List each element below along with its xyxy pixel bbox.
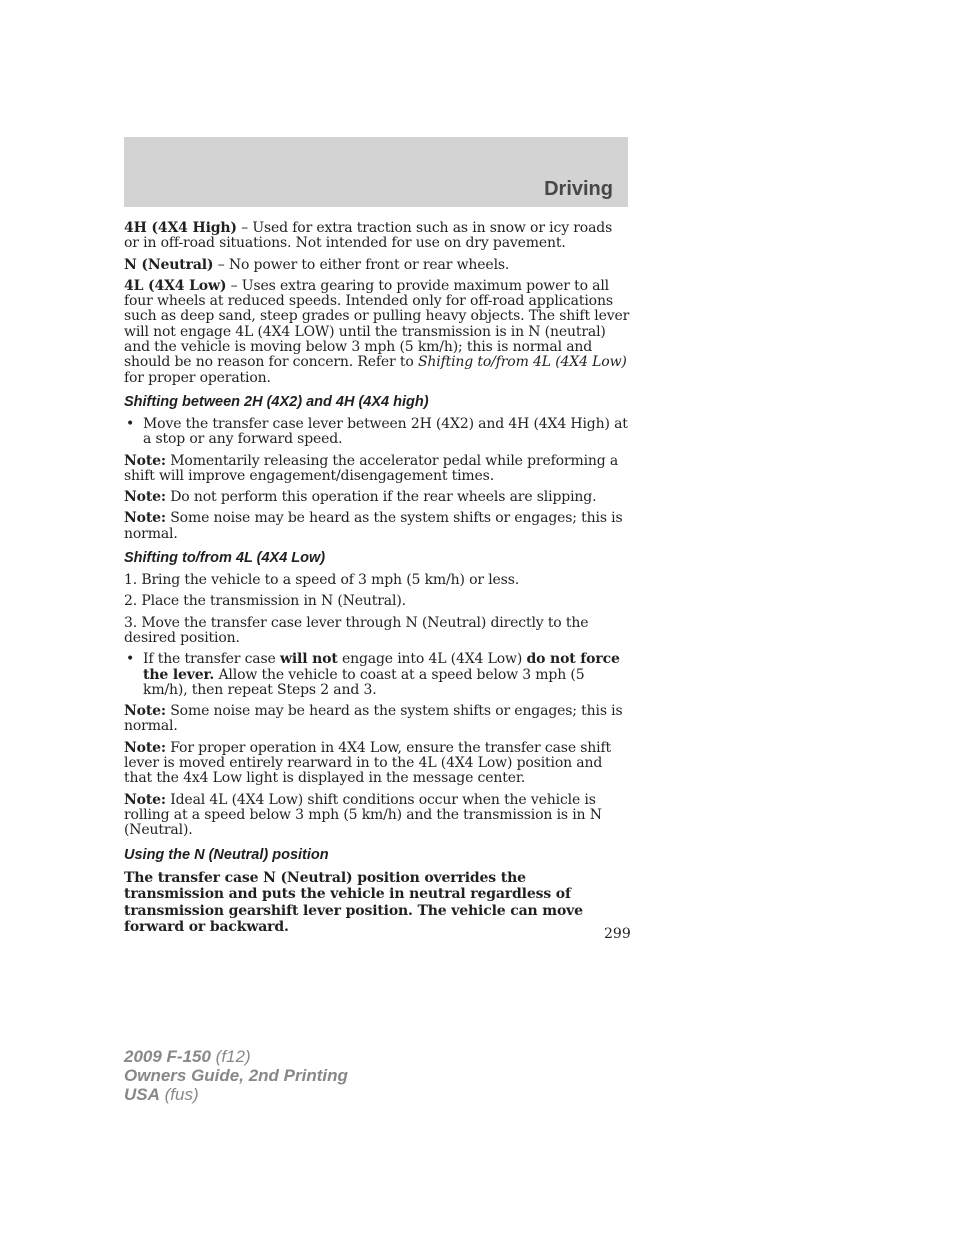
- page-number: 299: [604, 926, 631, 942]
- heading-shift-4l: Shifting to/from 4L (4X4 Low): [124, 550, 326, 567]
- bullet-icon: •: [126, 415, 135, 432]
- note: Note: Momentarily releasing the accelerator pedal while preforming a shift will improve engagement/disengagement times.: [124, 452, 619, 484]
- page-content: [124, 221, 630, 936]
- step-2: 2. Place the transmission in N (Neutral).: [124, 593, 406, 610]
- document-footer: 2009 F-150 (f12) Owners Guide, 2nd Printing USA (fus): [124, 1047, 348, 1104]
- mode-4h-paragraph: 4H (4X4 High) – Used for extra traction such as in snow or icy roads or in off-road situations. Not intended for use on dry pavement.: [124, 220, 613, 252]
- mode-4l-label: 4L (4X4 Low): [124, 277, 227, 294]
- mode-n-label: N (Neutral): [124, 256, 214, 273]
- section-header-band: [124, 137, 628, 207]
- heading-shift-2h-4h: Shifting between 2H (4X2) and 4H (4X4 high): [124, 393, 429, 410]
- note: Note: For proper operation in 4X4 Low, ensure the transfer case shift lever is moved entirely rearward in to the 4L (4X4 Low) position and that the 4x4 Low light is displayed in the message center.: [124, 739, 611, 787]
- mode-n-paragraph: N (Neutral) – No power to either front or rear wheels.: [124, 256, 510, 273]
- section-title: Driving: [544, 178, 613, 200]
- cross-reference: Shifting to/from 4L (4X4 Low): [417, 354, 627, 371]
- warning-text: The transfer case N (Neutral) position overrides the transmission and puts the vehicle in neutral regardless of transmission gearshift lever position. The vehicle can move forward or backward.: [124, 869, 583, 935]
- mode-4l-paragraph: 4L (4X4 Low) – Uses extra gearing to provide maximum power to all four wheels at reduced speeds. Intended only for off-road applications such as deep sand, steep grades or pulling heavy objects. The shift lever will not engage 4L (4X4 LOW) until the transmission is in N (neutral) and the vehicle is moving below 3 mph (5 km/h); this is normal and should be no reason for concern. Refer to Shifting to/from 4L (4X4 Low) for proper operation.: [124, 277, 630, 386]
- list-item: • Move the transfer case lever between 2H (4X2) and 4H (4X4 High) at a stop or any forward speed.: [126, 415, 628, 448]
- list-item: • If the transfer case will not engage into 4L (4X4 Low) do not force the lever. Allow the vehicle to coast at a speed below 3 mph (5 km/h), then repeat Steps 2 and 3.: [126, 651, 620, 698]
- mode-4h-label: 4H (4X4 High): [124, 220, 237, 236]
- warning-block: [124, 870, 630, 936]
- note: Note: Some noise may be heard as the system shifts or engages; this is normal.: [124, 703, 623, 735]
- note: Note: Some noise may be heard as the system shifts or engages; this is normal.: [124, 510, 623, 542]
- note: Note: Do not perform this operation if the rear wheels are slipping.: [124, 489, 597, 506]
- bullet-icon: •: [126, 651, 135, 668]
- note: Note: Ideal 4L (4X4 Low) shift conditions occur when the vehicle is rolling at a speed below 3 mph (5 km/h) and the transmission is in N (Neutral).: [124, 791, 602, 839]
- heading-neutral: Using the N (Neutral) position: [124, 846, 329, 863]
- step-1: 1. Bring the vehicle to a speed of 3 mph (5 km/h) or less.: [124, 572, 520, 589]
- step-3: 3. Move the transfer case lever through N (Neutral) directly to the desired position.: [124, 614, 589, 646]
